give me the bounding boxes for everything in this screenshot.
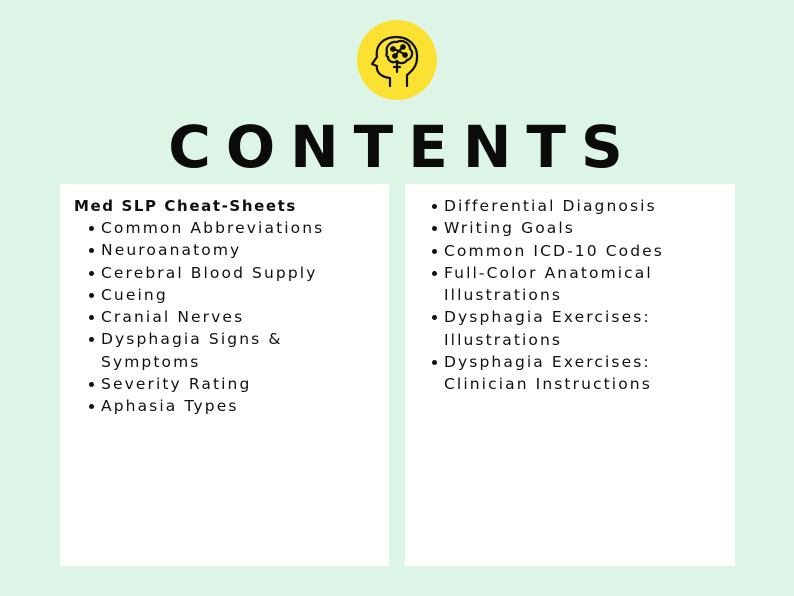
list-item-text: Aphasia Types <box>101 397 239 416</box>
list-item-text: Severity Rating <box>101 375 252 394</box>
list-item <box>88 239 389 261</box>
left-contents-panel <box>60 184 389 566</box>
list-item-text: Cerebral Blood Supply <box>101 263 318 282</box>
list-item <box>88 328 389 373</box>
list-item <box>431 240 735 262</box>
list-item-text: Dysphagia Signs & <box>101 330 283 349</box>
right-contents-panel <box>405 184 735 566</box>
list-item <box>88 262 389 284</box>
list-item <box>88 373 389 395</box>
list-item-text: Dysphagia Exercises: <box>444 353 651 372</box>
list-item-text: Common Abbreviations <box>101 219 325 237</box>
list-item <box>88 284 389 306</box>
list-item <box>431 306 735 351</box>
list-item-text: Neuroanatomy <box>101 241 242 260</box>
list-item <box>431 351 735 396</box>
list-item-text-continued: Symptoms <box>101 352 201 371</box>
list-item-text-continued: Illustrations <box>444 286 563 305</box>
list-item-text: Full-Color Anatomical <box>444 263 653 282</box>
list-item-text: Writing Goals <box>444 219 575 238</box>
list-item <box>88 306 389 328</box>
logo-badge <box>357 20 437 100</box>
list-item <box>431 195 735 217</box>
list-item-text-continued: Illustrations <box>444 330 563 349</box>
list-item-text: Common ICD-10 Codes <box>444 241 664 260</box>
page-title: CONTENTS <box>168 113 638 181</box>
head-brain-icon <box>357 20 437 100</box>
list-item <box>431 262 735 307</box>
left-contents-list <box>74 217 389 418</box>
list-item-text: Differential Diagnosis <box>444 197 657 215</box>
list-item-text: Cranial Nerves <box>101 308 245 327</box>
list-item-text: Cueing <box>101 285 168 304</box>
list-item-text-continued: Clinician Instructions <box>444 375 652 394</box>
list-item <box>88 217 389 239</box>
right-contents-list <box>431 195 735 396</box>
section-heading: Med SLP Cheat-Sheets <box>74 197 297 215</box>
list-item-text: Dysphagia Exercises: <box>444 308 651 327</box>
list-item <box>88 395 389 417</box>
list-item <box>431 217 735 239</box>
